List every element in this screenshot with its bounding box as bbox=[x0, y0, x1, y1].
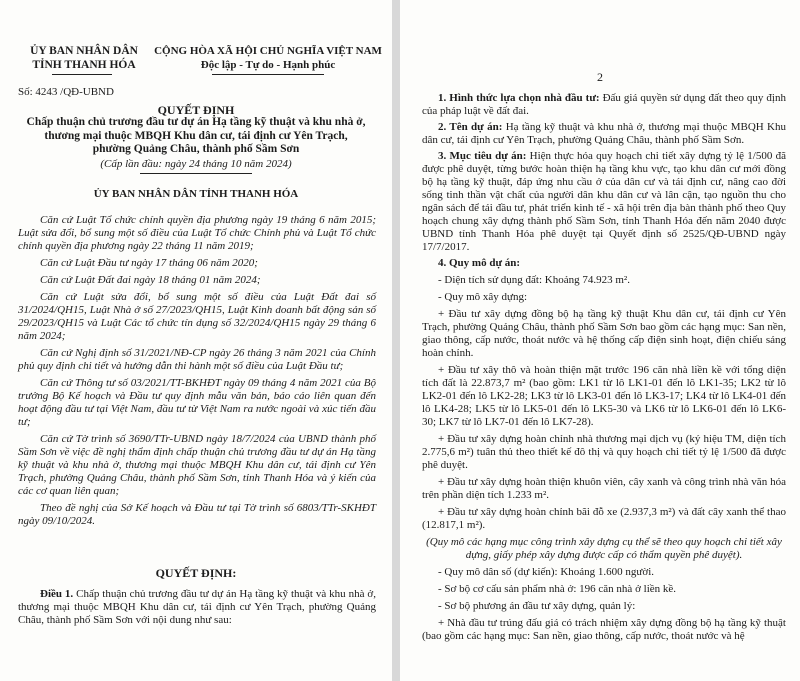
item-label: 4. Quy mô dự án: bbox=[438, 257, 521, 269]
item-label: 3. Mục tiêu dự án: bbox=[438, 150, 527, 162]
article-1-label: Điều 1. bbox=[40, 588, 74, 600]
document-type: QUYẾT ĐỊNH bbox=[157, 103, 235, 117]
legal-basis: Theo đề nghị của Sở Kế hoạch và Đầu tư tại Tờ trình số 6803/TTr-SKHĐT ngày 09/10/2024. bbox=[18, 502, 376, 527]
content-item bbox=[422, 121, 786, 147]
legal-basis: Căn cứ Tờ trình số 3690/TTr-UBND ngày 18/7/2024 của UBND thành phố Sầm Sơn về việc đề nghị thẩm định chấp thuận chủ trương đầu tư dự án Hạ tầng kỹ thuật và khu nhà ở, thương mại thuộc MBQH Khu dân cư, tái định cư Yên Trạch, phường Quảng Châu, thành phố Sầm Sơn, tỉnh Thanh Hóa và ý kiến của các cơ quan liên quan; bbox=[18, 433, 376, 497]
issue-note: (Cấp lần đầu: ngày 24 tháng 10 năm 2024) bbox=[100, 158, 292, 170]
republic-name: CỘNG HÒA XÃ HỘI CHỦ NGHĨA VIỆT NAM bbox=[154, 45, 382, 57]
scale-line: - Sơ bộ phương án đầu tư xây dựng, quản lý: bbox=[438, 600, 636, 612]
title-line: Chấp thuận chủ trương đầu tư dự án Hạ tầng kỹ thuật và khu nhà ở, bbox=[26, 116, 366, 128]
document-page-2 bbox=[400, 0, 800, 681]
legal-basis: Căn cứ Luật Đầu tư ngày 17 tháng 06 năm 2020; bbox=[40, 257, 258, 269]
header-rule-right bbox=[212, 74, 324, 75]
title-line: thương mại thuộc MBQH Khu dân cư, tái định cư Yên Trạch, bbox=[44, 129, 348, 142]
scale-line: - Quy mô dân số (dự kiến): Khoảng 1.600 người. bbox=[438, 566, 655, 578]
title-line: phường Quảng Châu, thành phố Sầm Sơn bbox=[92, 143, 300, 155]
content-item bbox=[422, 92, 786, 118]
article-1-text: Chấp thuận chủ trương đầu tư dự án Hạ tầng kỹ thuật và khu nhà ở, thương mại thuộc MBQH Khu dân cư, tái định cư Yên Trạch, phường Quảng Châu, thành phố Sầm Sơn với nội dung như sau: bbox=[18, 588, 377, 626]
legal-basis: Căn cứ Nghị định số 31/2021/NĐ-CP ngày 26 tháng 3 năm 2021 của Chính phủ quy định chi tiết và hướng dẫn thi hành một số điều của Luật Đầu tư; bbox=[18, 347, 376, 372]
scale-line: + Đầu tư xây thô và hoàn thiện mặt trước 196 căn nhà liền kề với tổng diện tích đất là 22.873,7 m² (bao gồm: LK1 từ lô LK1-01 đến lô LK1-35; LK2 từ lô LK2-01 đến lô LK2-28; LK3 từ lô LK3-01 đến lô LK3-17; LK4 từ lô LK4-01 đến lô LK4-28; LK5 từ lô LK5-01 đến lô LK5-30 và LK6 từ lô LK6-01 đến lô LK6-30; LK7 từ lô LK7-01 đến lô LK7-28). bbox=[422, 364, 786, 428]
scale-line: + Đầu tư xây dựng hoàn chỉnh bãi đỗ xe (2.937,3 m²) và đất cây xanh thể thao (12.817,1 m²). bbox=[422, 506, 786, 531]
scale-line: - Sơ bộ cơ cấu sản phẩm nhà ở: 196 căn nhà ở liền kề. bbox=[438, 583, 677, 595]
content-item bbox=[422, 150, 786, 254]
national-motto: Độc lập - Tự do - Hạnh phúc bbox=[200, 59, 336, 71]
scale-line: - Diện tích sử dụng đất: Khoảng 74.923 m². bbox=[438, 274, 630, 286]
decision-content bbox=[422, 92, 786, 647]
legal-bases bbox=[18, 214, 376, 532]
issuing-authority: ỦY BAN NHÂN DÂN TỈNH THANH HÓA bbox=[93, 188, 299, 200]
province-name: TỈNH THANH HÓA bbox=[32, 59, 136, 71]
legal-basis: Căn cứ Luật Đất đai ngày 18 tháng 01 năm 2024; bbox=[40, 274, 261, 286]
legal-basis: Căn cứ Thông tư số 03/2021/TT-BKHĐT ngày 09 tháng 4 năm 2021 của Bộ trưởng Bộ Kế hoạch và Đầu tư quy định mẫu văn bản, báo cáo liên quan đến hoạt động đầu tư tại Việt Nam, đầu tư từ Việt Nam ra nước ngoài và xúc tiến đầu tư; bbox=[18, 377, 376, 428]
title-rule bbox=[140, 173, 252, 174]
legal-basis: Căn cứ Luật sửa đổi, bổ sung một số điều của Luật Đất đai số 31/2024/QH15, Luật Nhà ở số 27/2023/QH15, Luật Kinh doanh bất động sản số 29/2023/QH15 và Luật Các tổ chức tín dụng số 32/2024/QH15 ngày 29 tháng 6 năm 2024; bbox=[18, 291, 376, 342]
page-gap bbox=[392, 0, 400, 681]
item-text: Hạ tầng kỹ thuật và khu nhà ở, thương mại thuộc MBQH Khu dân cư, tái định cư Yên Trạch, phường Quảng Châu, thành phố Sầm Sơn. bbox=[422, 121, 787, 146]
scale-line: + Nhà đầu tư trúng đấu giá có trách nhiệm xây dựng đồng bộ hạ tầng kỹ thuật (bao gồm các hạng mục: San nền, giao thông, cấp nước, thoát nước và hệ bbox=[422, 617, 786, 642]
document-title bbox=[6, 116, 386, 157]
content-item bbox=[422, 257, 786, 270]
scale-line: + Đầu tư xây dựng hoàn thiện khuôn viên, cây xanh và công trình nhà văn hóa trên phần diện tích 1.233 m². bbox=[422, 476, 786, 501]
article-1 bbox=[18, 588, 376, 627]
scale-line: - Quy mô xây dựng: bbox=[438, 291, 528, 303]
page-number: 2 bbox=[597, 70, 603, 84]
item-label: 1. Hình thức lựa chọn nhà đầu tư: bbox=[438, 92, 600, 104]
scale-line: + Đầu tư xây dựng hoàn chỉnh nhà thương mại dịch vụ (ký hiệu TM, diện tích 2.775,6 m²) tuân thủ theo thiết kế đô thị và quy hoạch chi tiết tỷ lệ 1/500 đã được phê duyệt. bbox=[422, 433, 786, 471]
scale-line: + Đầu tư xây dựng đồng bộ hạ tầng kỹ thuật Khu dân cư, tái định cư Yên Trạch, phường Quảng Châu, thành phố Sầm Sơn bao gồm các hạng mục: San nền, giao thông, cấp nước, thoát nước và hệ thống cấp điện sinh hoạt, điện chiếu sáng hoàn chỉnh. bbox=[422, 308, 786, 359]
scale-note: (Quy mô các hạng mục công trình xây dựng cụ thể sẽ theo quy hoạch chi tiết xây dựng, giấy phép xây dựng được cấp có thẩm quyền phê duyệt). bbox=[426, 536, 782, 561]
agency-name: ỦY BAN NHÂN DÂN bbox=[30, 45, 138, 57]
decides-heading: QUYẾT ĐỊNH: bbox=[155, 566, 237, 580]
document-number: Số: 4243 /QĐ-UBND bbox=[18, 86, 114, 98]
item-text: Hiện thực hóa quy hoạch chi tiết xây dựng tỷ lệ 1/500 đã được phê duyệt, từng bước hoàn thiện hạ tầng khu vực, tạo khu dân cư mới đồng bộ hạ tầng kỹ thuật, đáp ứng nhu cầu ở của dân cư và tái định cư, nâng cao đời sống tinh thần vật chất của người dân khu dân cư và lân cận, tạo nguồn thu cho ngân sách để tái đầu tư, phát triển kinh tế - xã hội trên địa bàn thành phố theo Quy hoạch chung xây dựng thành phố Sầm Sơn, tỉnh Thanh Hóa đến năm 2040 được UBND tỉnh Thanh Hóa phê duyệt tại Quyết định số 2525/QĐ-UBND ngày 17/7/2017. bbox=[422, 150, 786, 253]
item-label: 2. Tên dự án: bbox=[438, 121, 503, 133]
document-page-1 bbox=[0, 0, 392, 681]
item-text: Đấu giá quyền sử dụng đất theo quy định của pháp luật về đất đai. bbox=[422, 92, 786, 117]
header-rule-left bbox=[52, 74, 112, 75]
legal-basis: Căn cứ Luật Tổ chức chính quyền địa phương ngày 19 tháng 6 năm 2015; Luật sửa đổi, bổ sung một số điều của Luật Tổ chức Chính phủ và Luật Tổ chức chính quyền địa phương ngày 22 tháng 11 năm 2019; bbox=[18, 214, 376, 252]
